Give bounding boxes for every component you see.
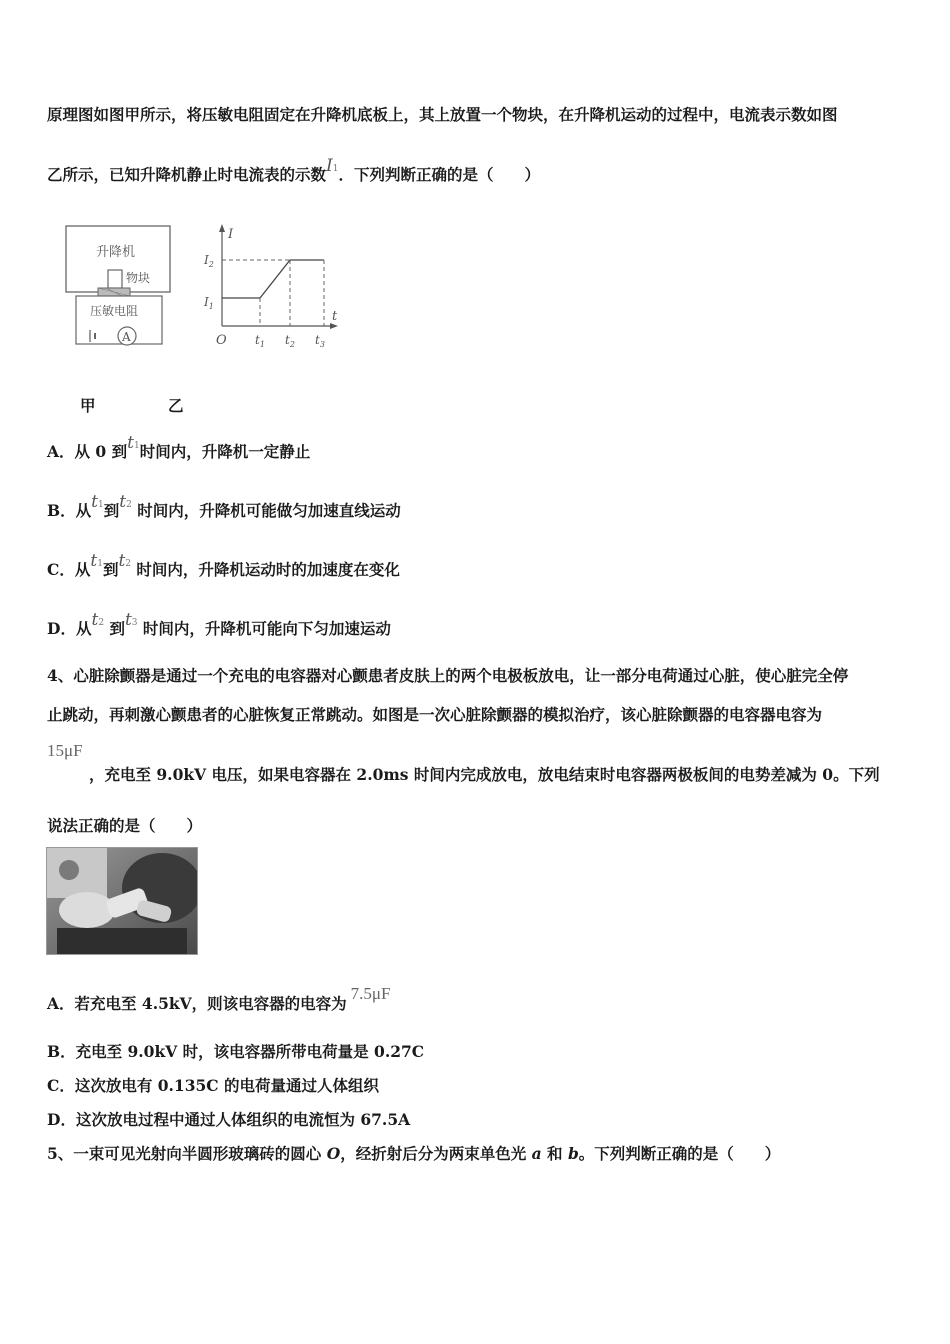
q3-intro-line1: 原理图如图甲所示，将压敏电阻固定在升降机底板上，其上放置一个物块，在升降机运动的过程中，电流表示数如图	[47, 105, 838, 124]
defibrillator-photo	[46, 847, 198, 955]
i1-label: $I_1$	[204, 295, 214, 311]
label-resistor: 压敏电阻	[90, 304, 139, 318]
q3-intro-text-b: ．下列判断正确的是（ ）	[338, 165, 540, 184]
q5-line: 5、一束可见光射向半圆形玻璃砖的圆心 O，经折射后分为两束单色光 a 和 b。下列判断正确的是（ ）	[47, 1144, 781, 1163]
q4-capacitance: 15μF	[47, 741, 83, 760]
q4-line4: 说法正确的是（ ）	[47, 816, 203, 835]
q3-intro-text-a: 乙所示，已知升降机静止时电流表的示数	[47, 165, 327, 184]
q4-line1: 4、心脏除颤器是通过一个充电的电容器对心颤患者皮肤上的两个电极板放电，让一部分电荷通过心脏，使心脏完全停	[47, 666, 849, 685]
q3-intro-line2	[47, 156, 540, 185]
q3-option-c[interactable]: C．从t1到t2 时间内，升降机运动时的加速度在变化	[47, 551, 400, 579]
q4-option-c[interactable]: C．这次放电有 0.135C 的电荷量通过人体组织	[47, 1076, 380, 1095]
figure-jia-circuit	[60, 220, 178, 360]
axis-i-label: I	[228, 227, 234, 242]
q4-option-b[interactable]: B．充电至 9.0kV 时，该电容器所带电荷量是 0.27C	[47, 1042, 425, 1061]
q3-option-d[interactable]: D．从t2 到t3 时间内，升降机可能向下匀加速运动	[47, 610, 391, 638]
t1-label: $t_1$	[255, 333, 265, 349]
t3-label: $t_3$	[315, 333, 325, 349]
current-curve	[222, 260, 324, 298]
q3-current-symbol: I1	[326, 156, 339, 176]
block-shape	[108, 270, 122, 288]
t2-label: $t_2$	[285, 333, 295, 349]
caption-jia: 甲	[80, 396, 96, 415]
q4-line3: ，充电至 9.0kV 电压，如果电容器在 2.0ms 时间内完成放电，放电结束时电容器两极板间的电势差减为 0。下列	[89, 765, 880, 784]
q4-option-a[interactable]: A．若充电至 4.5kV，则该电容器的电容为7.5μF	[47, 984, 391, 1013]
q4-option-d[interactable]: D．这次放电过程中通过人体组织的电流恒为 67.5A	[47, 1110, 411, 1129]
q3-option-a[interactable]: A．从 0 到t1时间内，升降机一定静止	[47, 433, 311, 461]
q4-line2: 止跳动，再刺激心颤患者的心脏恢复正常跳动。如图是一次心脏除颤器的模拟治疗，该心脏除颤器的电容器电容为	[47, 705, 823, 724]
label-block: 物块	[126, 271, 151, 285]
label-elevator: 升降机	[96, 245, 136, 260]
axis-t-label: t	[332, 309, 338, 324]
figure-yi-graph	[198, 220, 348, 360]
q3-option-b[interactable]: B．从t1到t2 时间内，升降机可能做匀加速直线运动	[47, 492, 401, 520]
origin-label: O	[216, 333, 227, 348]
caption-yi: 乙	[168, 396, 184, 415]
i2-label: $I_2$	[204, 253, 214, 269]
label-ammeter: A	[122, 330, 131, 344]
